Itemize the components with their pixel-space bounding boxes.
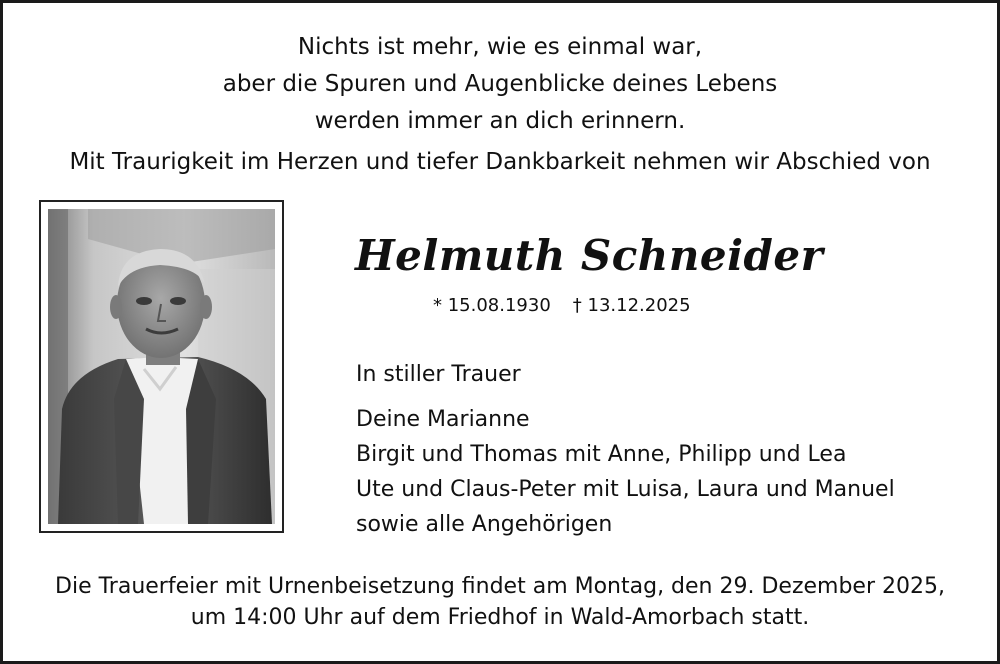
verse-line-1: Nichts ist mehr, wie es einmal war, xyxy=(297,34,703,60)
mourner-line: Birgit und Thomas mit Anne, Philipp und Lea xyxy=(356,442,847,467)
service-announcement xyxy=(3,571,997,633)
death-date: † 13.12.2025 xyxy=(572,295,691,316)
service-line-2: um 14:00 Uhr auf dem Friedhof in Wald-Amorbach statt. xyxy=(190,605,810,630)
mourners-block xyxy=(356,357,895,542)
verse xyxy=(3,29,997,140)
mourner-line: Ute und Claus-Peter mit Luisa, Laura und Manuel xyxy=(356,477,895,502)
portrait-illustration xyxy=(48,209,275,524)
farewell-line: Mit Traurigkeit im Herzen und tiefer Dankbarkeit nehmen wir Abschied von xyxy=(69,149,931,175)
mourner-line: Deine Marianne xyxy=(356,407,530,432)
portrait-photo xyxy=(48,209,275,524)
verse-line-2: aber die Spuren und Augenblicke deines Lebens xyxy=(222,71,778,97)
mourning-heading: In stiller Trauer xyxy=(356,362,521,387)
life-dates xyxy=(433,295,691,316)
verse-line-3: werden immer an dich erinnern. xyxy=(314,108,686,134)
deceased-name: Helmuth Schneider xyxy=(355,231,824,280)
service-line-1: Die Trauerfeier mit Urnenbeisetzung findet am Montag, den 29. Dezember 2025, xyxy=(55,574,945,599)
portrait-frame xyxy=(39,200,284,533)
birth-date: * 15.08.1930 xyxy=(433,295,551,316)
mourner-line: sowie alle Angehörigen xyxy=(356,512,613,537)
